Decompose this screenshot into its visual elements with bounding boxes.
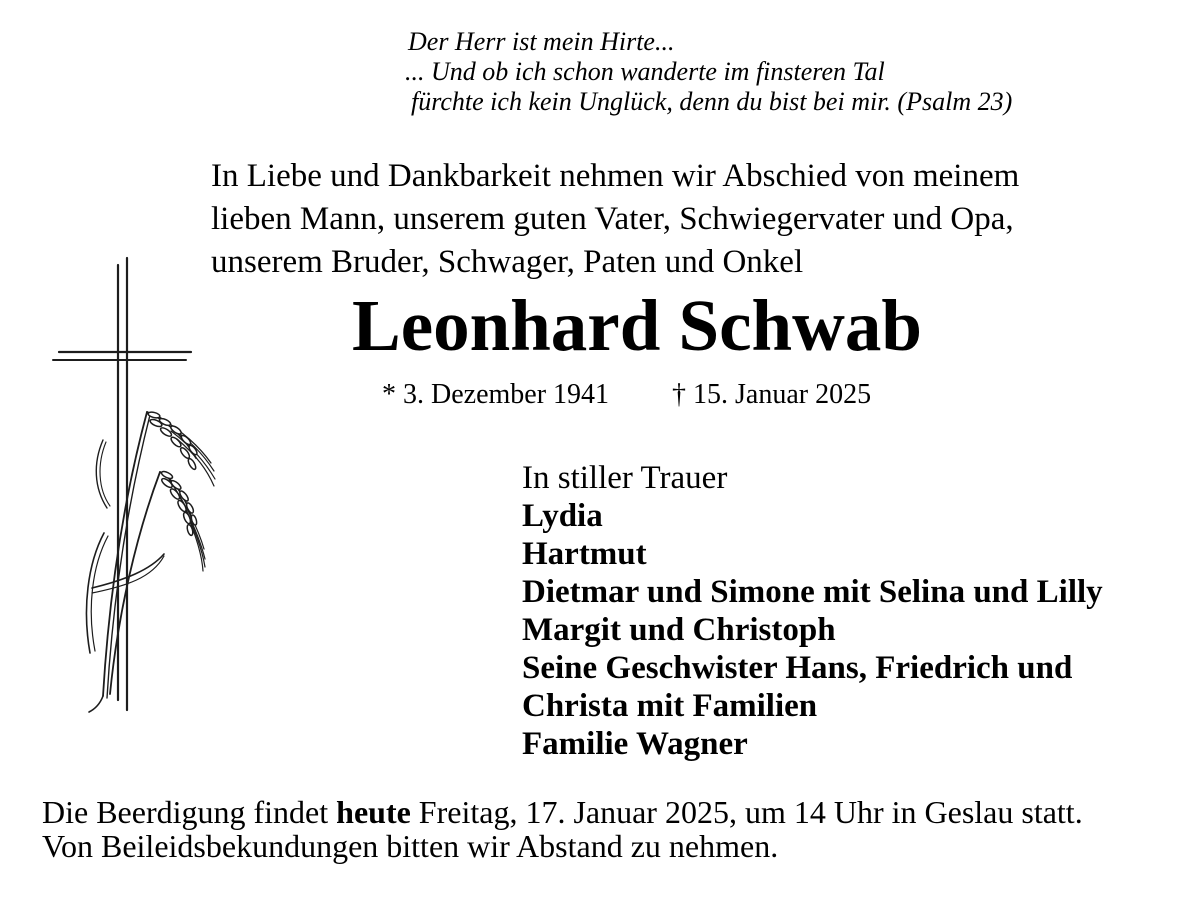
psalm-line: ... Und ob ich schon wanderte im finsteren Tal [405,57,885,86]
mourners-heading: In stiller Trauer [522,460,728,496]
mourner-line: Seine Geschwister Hans, Friedrich und [522,650,1073,686]
mourner-line: Christa mit Familien [522,688,818,724]
intro-line: In Liebe und Dankbarkeit nehmen wir Abschied von meinem [211,158,1020,194]
funeral-details-suffix: Freitag, 17. Januar 2025, um 14 Uhr in Geslau statt. [410,794,1083,830]
life-dates [0,381,1191,415]
mourners-block [522,459,1103,763]
deceased-name: Leonhard Schwab [352,285,922,366]
mourner-line: Dietmar und Simone mit Selina und Lilly [522,574,1103,610]
condolence-note: Von Beileidsbekundungen bitten wir Abstand zu nehmen. [42,828,779,864]
intro-line: unserem Bruder, Schwager, Paten und Onkel [211,244,804,280]
funeral-info [42,795,1083,863]
funeral-details-prefix: Die Beerdigung findet [42,794,337,830]
funeral-details [42,795,1083,829]
psalm-quote [405,27,1012,117]
psalm-line: fürchte ich kein Unglück, denn du bist bei mir. (Psalm 23) [411,87,1013,116]
mourner-line: Margit und Christoph [522,612,836,648]
farewell-intro [211,155,1019,284]
intro-line: lieben Mann, unserem guten Vater, Schwiegervater und Opa, [211,201,1014,237]
birth-date: * 3. Dezember 1941 [382,379,610,410]
mourner-line: Lydia [522,498,603,534]
death-date: † 15. Januar 2025 [672,379,872,410]
mourner-line: Hartmut [522,536,647,572]
funeral-details-heute-emphasis: heute [336,794,411,830]
cross-and-wheat-icon [40,248,240,718]
mourner-line: Familie Wagner [522,726,748,762]
psalm-line: Der Herr ist mein Hirte... [408,27,675,56]
